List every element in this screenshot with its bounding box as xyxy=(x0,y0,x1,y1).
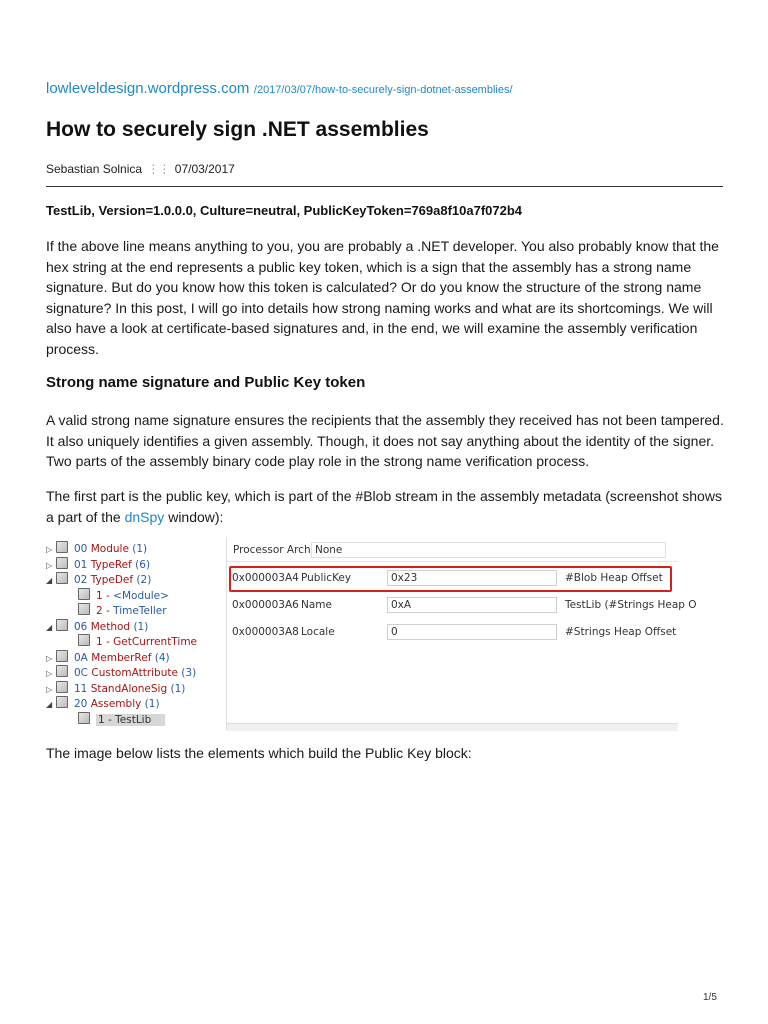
article-title: How to securely sign .NET assemblies xyxy=(46,118,429,141)
row-info: #Blob Heap Offset xyxy=(565,572,663,584)
grid-scrollbar[interactable] xyxy=(227,723,678,731)
article-meta xyxy=(46,162,235,176)
row-icon xyxy=(78,712,90,724)
metadata-tree xyxy=(46,537,222,730)
table-icon xyxy=(56,541,68,553)
expanded-arrow-icon[interactable]: ◢ xyxy=(46,622,53,632)
article-path-link[interactable]: /2017/03/07/how-to-securely-sign-dotnet-assemblies/ xyxy=(253,84,513,96)
paragraph-public-key-block: The image below lists the elements which build the Public Key block: xyxy=(46,745,472,761)
row-offset: 0x000003A8 xyxy=(232,626,299,638)
table-icon xyxy=(56,572,68,584)
tree-item-assembly[interactable]: ◢ 20 Assembly (1) xyxy=(46,698,160,710)
tree-item-memberref[interactable]: ▷ 0A MemberRef (4) xyxy=(46,651,170,664)
table-icon xyxy=(56,650,68,662)
table-icon xyxy=(56,681,68,693)
collapsed-arrow-icon[interactable]: ▷ xyxy=(46,684,53,694)
tree-item-getcurrenttime[interactable]: 1 - GetCurrentTime xyxy=(78,634,197,649)
row-field: Name xyxy=(301,599,332,611)
tree-item-typedef[interactable]: ◢ 02 TypeDef (2) xyxy=(46,574,152,586)
header-divider xyxy=(46,186,723,187)
processor-arch-value[interactable]: None xyxy=(311,542,666,558)
collapsed-arrow-icon[interactable]: ▷ xyxy=(46,560,53,570)
dnspy-screenshot xyxy=(46,537,697,730)
author-name: Sebastian Solnica xyxy=(46,162,143,176)
para2-text-before: The first part is the public key, which is part of the #Blob stream in the assembly metadata (screenshot shows a part of the xyxy=(46,488,722,525)
row-icon xyxy=(78,603,90,615)
tree-item-method[interactable]: ◢ 06 Method (1) xyxy=(46,620,149,633)
page-number: 1/5 xyxy=(703,992,717,1003)
tree-item-module-type[interactable]: 1 - <Module> xyxy=(78,588,169,603)
source-url xyxy=(46,80,513,98)
section-heading: Strong name signature and Public Key token xyxy=(46,374,366,391)
row-value-input[interactable]: 0 xyxy=(387,624,557,640)
assembly-signature: TestLib, Version=1.0.0.0, Culture=neutral, PublicKeyToken=769a8f10a7f072b4 xyxy=(46,203,523,218)
tree-item-timeteller[interactable]: 2 - TimeTeller xyxy=(78,603,167,618)
para2-text-after: window): xyxy=(164,508,224,525)
row-value-input[interactable]: 0x23 xyxy=(387,570,557,586)
expanded-arrow-icon[interactable]: ◢ xyxy=(46,700,53,709)
row-offset: 0x000003A4 xyxy=(232,572,299,584)
collapsed-arrow-icon[interactable]: ▷ xyxy=(46,669,53,678)
processor-arch-label: Processor Arch xyxy=(233,544,311,556)
row-icon xyxy=(78,634,90,646)
collapsed-arrow-icon[interactable]: ▷ xyxy=(46,653,53,663)
tree-item-typeref[interactable]: ▷ 01 TypeRef (6) xyxy=(46,558,151,571)
meta-separator: ⋮⋮ xyxy=(147,162,170,176)
row-info: #Strings Heap Offset xyxy=(565,626,677,638)
table-icon xyxy=(56,665,68,677)
row-icon xyxy=(78,588,90,600)
dnspy-link[interactable]: dnSpy xyxy=(124,508,165,525)
tree-item-testlib-selected[interactable]: 1 - TestLib xyxy=(78,712,165,727)
intro-paragraph: If the above line means anything to you, you are probably a .NET developer. You also probably know that the hex string at the end represents a public key token, which is a sign that the assembly has a strong name signature. But do you know how this token is calculated? Or do you know the structure of the strong name signature? In this post, I will go into details how strong naming works and what are its shortcomings. We will also have a look at certificate-based signatures and, in the end, we will examine the assembly verification process. xyxy=(46,238,719,357)
row-info: TestLib (#Strings Heap O xyxy=(565,599,697,611)
row-field: PublicKey xyxy=(301,572,352,584)
paragraph-strong-name: A valid strong name signature ensures the recipients that the assembly they received has not been tampered. It also uniquely identifies a given assembly. Though, it does not say anything about the identity of the signer. Two parts of the assembly binary code play role in the strong name verification process. xyxy=(46,412,724,469)
table-icon xyxy=(56,696,68,708)
row-value-input[interactable]: 0xA xyxy=(387,597,557,613)
expanded-arrow-icon[interactable]: ◢ xyxy=(46,576,53,585)
row-offset: 0x000003A6 xyxy=(232,599,299,611)
tree-item-customattribute[interactable]: ▷ 0C CustomAttribute (3) xyxy=(46,667,197,679)
row-field: Locale xyxy=(301,626,335,638)
publish-date: 07/03/2017 xyxy=(174,162,235,176)
metadata-grid xyxy=(226,537,697,730)
paragraph-public-key xyxy=(46,486,726,527)
tree-item-module[interactable]: ▷ 00 Module (1) xyxy=(46,543,148,555)
tree-item-standalonesig[interactable]: ▷ 11 StandAloneSig (1) xyxy=(46,682,186,695)
grid-top-row xyxy=(227,541,678,562)
collapsed-arrow-icon[interactable]: ▷ xyxy=(46,545,53,554)
site-domain-link[interactable]: lowleveldesign.wordpress.com xyxy=(46,80,250,97)
table-icon xyxy=(56,557,68,569)
table-icon xyxy=(56,619,68,631)
